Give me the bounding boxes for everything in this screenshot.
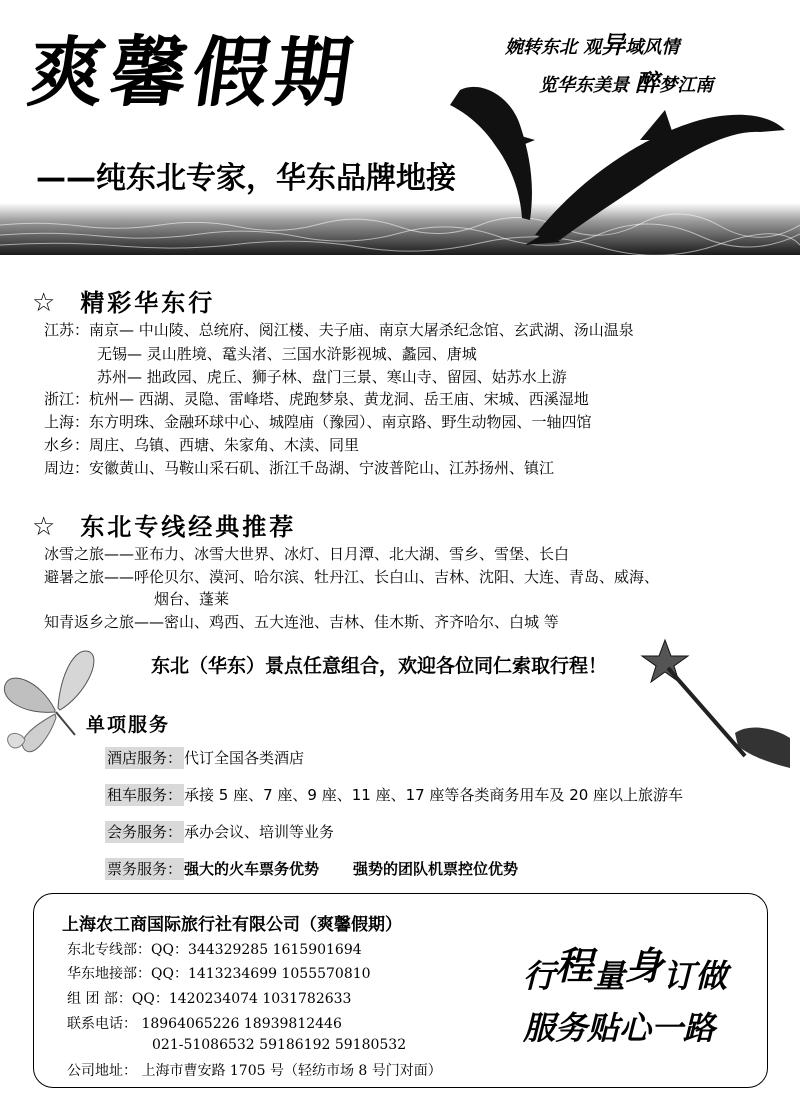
east-line-surroundings: 周边：安徽黄山、马鞍山采石矶、浙江千岛湖、宁波普陀山、江苏扬州、镇江 — [44, 459, 555, 477]
northeast-line-summer-cont: 烟台、蓬莱 — [154, 590, 230, 608]
section-northeast-title: ☆ 东北专线经典推荐 — [32, 512, 297, 542]
slogan-2-big-char: 醉 — [635, 69, 660, 97]
contact-phone-landline: 021-51086532 59186192 59180532 — [152, 1037, 407, 1053]
service-hotel — [105, 748, 304, 768]
slogan-2-part-b: 梦江南 — [659, 75, 714, 96]
east-line-zhejiang: 浙江：杭州— 西湖、灵隐、雷峰塔、虎跑梦泉、黄龙洞、岳王庙、宋城、西溪湿地 — [44, 390, 589, 408]
slogan-2-part-a: 览华东美景 — [539, 75, 636, 96]
slogan-1-part-a: 婉转东北 观 — [505, 37, 602, 58]
east-line-wuxi: 无锡— 灵山胜境、鼋头渚、三国水浒影视城、蠡园、唐城 — [97, 345, 477, 363]
service-ticket-text-2: 强势的团队机票控位优势 — [353, 860, 519, 878]
service-ticket-label: 票务服务： — [107, 860, 183, 878]
magic-wand-image — [640, 638, 790, 768]
company-name: 上海农工商国际旅行社有限公司（爽馨假期） — [62, 915, 402, 935]
motto-line-1: 行程量身订做 — [523, 944, 728, 995]
northeast-line-snow: 冰雪之旅——亚布力、冰雪大世界、冰灯、日月潭、北大湖、雪乡、雪堡、长白 — [44, 545, 570, 563]
tagline: ——纯东北专家，华东品牌地接 — [36, 161, 456, 196]
east-line-water-towns: 水乡：周庄、乌镇、西塘、朱家角、木渎、同里 — [44, 436, 360, 454]
service-meeting — [105, 822, 334, 842]
motto-line-2: 服务贴心一路 — [523, 1009, 716, 1047]
contact-group-dept: 组 团 部：QQ：1420234074 1031782633 — [67, 991, 352, 1007]
services-title: 单项服务 — [86, 714, 171, 736]
northeast-line-summer: 避暑之旅——呼伦贝尔、漠河、哈尔滨、牡丹江、长白山、吉林、沈阳、大连、青岛、威海、 — [44, 568, 660, 586]
service-ticket-text-1: 强大的火车票务优势 — [184, 860, 320, 878]
star-icon: ☆ — [32, 512, 59, 542]
contact-phone: 联系电话： 18964065226 18939812446 — [67, 1016, 342, 1032]
service-meeting-label: 会务服务： — [107, 823, 183, 841]
contact-address: 公司地址： 上海市曹安路 1705 号（轻纺市场 8 号门对面） — [67, 1063, 442, 1079]
service-car-label: 租车服务： — [107, 786, 183, 804]
section-east-china-title: ☆ 精彩华东行 — [32, 288, 216, 318]
slogan-1-big-char: 异 — [601, 31, 626, 59]
service-ticket — [105, 859, 518, 879]
service-meeting-text: 承办会议、培训等业务 — [184, 823, 335, 841]
combination-notice: 东北（华东）景点任意组合，欢迎各位同仁索取行程！ — [151, 655, 608, 677]
contact-east-china-dept: 华东地接部：QQ：1413234699 1055570810 — [67, 966, 371, 982]
northeast-line-youth: 知青返乡之旅——密山、鸡西、五大连池、吉林、佳木斯、齐齐哈尔、白城 等 — [44, 613, 559, 631]
service-car-text: 承接 5 座、7 座、9 座、11 座、17 座等各类商务用车及 20 座以上旅游车 — [184, 786, 684, 804]
east-line-shanghai: 上海：东方明珠、金融环球中心、城隍庙（豫园）、南京路、野生动物园、一轴四馆 — [44, 413, 592, 431]
slogan-2 — [539, 63, 713, 98]
slogan-1 — [505, 25, 679, 60]
service-car — [105, 785, 683, 805]
east-line-suzhou: 苏州— 拙政园、虎丘、狮子林、盘门三景、寒山寺、留园、姑苏水上游 — [97, 368, 567, 386]
butterfly-image — [0, 640, 110, 770]
star-icon: ☆ — [32, 288, 59, 318]
brand-title: 爽馨假期 — [22, 28, 364, 117]
contact-northeast-dept: 东北专线部：QQ：344329285 1615901694 — [67, 942, 362, 958]
slogan-1-part-b: 域风情 — [625, 37, 680, 58]
service-hotel-text: 代订全国各类酒店 — [184, 749, 305, 767]
east-line-jiangsu-nanjing: 江苏：南京— 中山陵、总统府、阅江楼、夫子庙、南京大屠杀纪念馆、玄武湖、汤山温泉 — [44, 321, 634, 339]
service-hotel-label: 酒店服务： — [107, 749, 183, 767]
